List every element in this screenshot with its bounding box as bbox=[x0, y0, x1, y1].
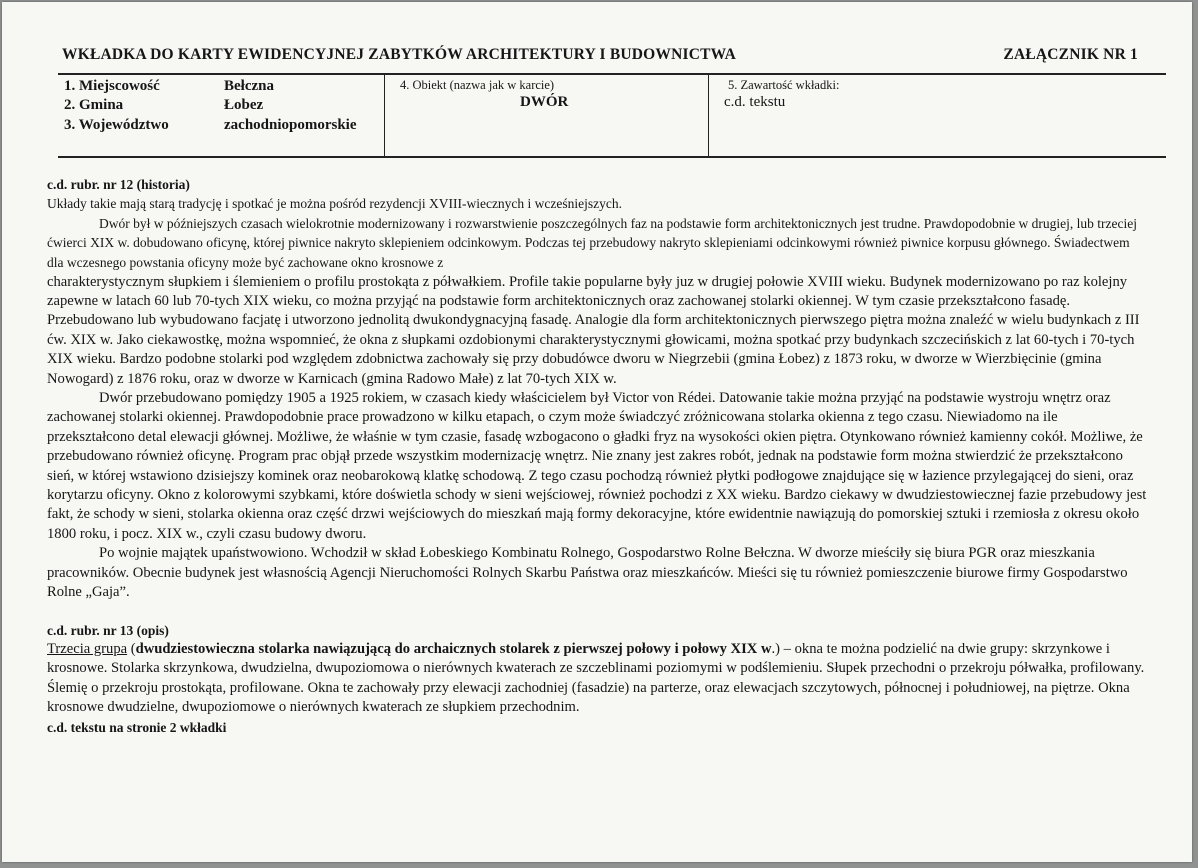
history-paragraph-1b: charakterystycznym słupkiem i ślemieniem o profilu prostokąta z półwałkiem. Profile takie popularne były juz w drugiej połowie XVIII wieku. Budynek modernizowano po raz kolejny zapewne w latach 60 lub 70-tych XIX wieku, co można przyjąć na podstawie form architektonicznych oraz zachowanej stolarki okiennej. W tym czasie przekształcono fasadę. Przebudowano lub wybudowano facjatę i utworzono jednolitą dwukondygnacyjną fasadę. Analogie dla form architektonicznych pierwszego piętra można znaleźć w wielu budynkach z III ćw. XIX w. Jako ciekawostkę, można wspomnieć, że okna z słupkami ozdobionymi charakterystycznymi głowicami, można spotkać przy budynkach szczecińskich z lat 60-tych i 70-tych XIX wieku. Bardzo podobne stolarki pod względem zdobnictwa zachowały się przy dobudówce dworu w Niegrzebii (gmina Łobez) z 1873 roku, w dworze w Wierzbięcinie (gmina Nowogard) z 1876 roku, oraz w dworze w Karnicach (gmina Radowo Małe) z lat 70-tych XIX w. bbox=[47, 273, 1140, 387]
bottom-rule bbox=[58, 156, 1166, 158]
locality-label: 1. Miejscowość bbox=[64, 78, 160, 94]
continued-note: c.d. tekstu na stronie 2 wkładki bbox=[47, 719, 227, 735]
history-paragraph-3: Po wojnie majątek upaństwowiono. Wchodził w skład Łobeskiego Kombinatu Rolnego, Gospodarstwo Rolne Bełczna. W dworze mieściły się biura PGR oraz mieszkania pracowników. Obecnie budynek jest własnością Agencji Nieruchomości Rolnych Skarbu Państwa oraz mieszkańców. Mieści się tu również pomieszczenie biurowe firmy Gospodarstwo Rolne „Gaja”. bbox=[47, 545, 1128, 601]
history-paragraph-2: Dwór przebudowano pomiędzy 1905 a 1925 rokiem, w czasach kiedy właścicielem był Victor von Rédei. Datowanie takie można przyjąć na podstawie wystroju wnętrz oraz zachowanej stolarki okiennej. Prawdopodobnie prace prowadzono w kilku etapach, o czym może świadczyć zróżnicowana stolarka okienna z tego czasu. Niewiadomo na ile przekształcono detal elewacji głównej. Możliwe, że właśnie w tym czasie, fasadę wzbogacono o gładki fryz na wysokości okien piętra. Otynkowano również kamienny cokół. Możliwe, że przebudowano również oficynę. Program prac objął przede wszystkim modernizację wnętrz. Nie znany jest zakres robót, jednak na podstawie form można stwierdzić że przekształcono sień, w której wstawiono dzisiejszy kominek oraz neobarokową klatkę schodową. Z tego czasu pochodzą również płytki podłogowe znajdujące się w łazience przylegającej do sieni, oraz korytarzu oficyny. Okno z kolorowymi szybkami, które doświetla schody w sieni wejściowej, również pochodzi z XX wieku. Bardzo ciekawy w dwudziestowiecznej fazie przebudowy jest fakt, że schody w sieni, stolarka okienna oraz część drzwi wejściowych do mieszkań mają formy dekoracyjne, które ewidentnie nawiązują do pomorskiej sztuki i rzemiosła z okresu około 1800 roku, i pocz. XIX w., czyli czasu budowy dworu. bbox=[47, 390, 1147, 542]
column-divider-2 bbox=[708, 73, 709, 157]
object-label: 4. Obiekt (nazwa jak w karcie) bbox=[400, 78, 555, 92]
description-heading: c.d. rubr. nr 13 (opis) bbox=[47, 622, 169, 638]
top-rule bbox=[58, 73, 1166, 75]
voivodeship-value: zachodniopomorskie bbox=[224, 117, 357, 133]
annex-number: ZAŁĄCZNIK NR 1 bbox=[1003, 46, 1138, 63]
contents-label: 5. Zawartość wkładki: bbox=[728, 78, 840, 92]
document-title: WKŁADKA DO KARTY EWIDENCYJNEJ ZABYTKÓW ARCHITEKTURY I BUDOWNICTWA bbox=[62, 46, 737, 63]
description-rest: .) – okna te można podzielić na dwie grupy: skrzynkowe i krosnowe. Stolarka skrzynkowa, dwudzielna, dwupoziomowa o nierównych kwaterach ze szczeblinami poziomymi w podślemieniu. Słupek przechodni o przekroju półwałka, profilowany. Ślemię o przekroju prostokąta, profilowane. Okna te zachowały przy elewacji zachodniej (fasadzie) na parterze, oraz elewacjach szczytowych, północnej i południowej, na piętrze. Okna krosnowe dwudzielne, dwupoziomowe o nierównych kwaterach ze słupkiem przechodnim. bbox=[47, 640, 1145, 716]
voivodeship-label: 3. Województwo bbox=[64, 117, 169, 133]
commune-label: 2. Gmina bbox=[64, 97, 124, 113]
object-value: DWÓR bbox=[520, 94, 569, 110]
section-gap bbox=[47, 603, 1147, 621]
locality-value: Bełczna bbox=[224, 78, 274, 94]
contents-value: c.d. tekstu bbox=[724, 94, 786, 110]
column-divider-1 bbox=[384, 73, 385, 157]
commune-value: Łobez bbox=[224, 97, 264, 113]
history-heading: c.d. rubr. nr 12 (historia) bbox=[47, 177, 190, 192]
history-intro: Układy takie mają starą tradycję i spotkać je można pośród rezydencji XVIII-wiecznych i wcześniejszych. bbox=[47, 196, 623, 212]
document-body bbox=[47, 175, 1147, 737]
group-label: Trzecia grupa bbox=[47, 640, 128, 657]
open-paren: ( bbox=[127, 640, 136, 657]
group-title: dwudziestowieczna stolarka nawiązującą do archaicznych stolarek z pierwszej połowy i połowy XIX w bbox=[135, 640, 772, 657]
history-paragraph-1a: Dwór był w późniejszych czasach wielokrotnie modernizowany i rozwarstwienie poszczególnych faz na podstawie form architektonicznych jest trudne. Prawdopodobnie w drugiej, lub trzeciej ćwierci XIX w. dobudowano oficynę, której piwnice nakryto sklepieniem odcinkowym. Podczas tej przebudowy nakryto sklepieniami odcinkowymi również piwnice korpusu głównego. Świadectwem dla wczesnego powstania oficyny może być zachowane okno krosnowe z bbox=[47, 215, 1138, 270]
record-sheet bbox=[2, 2, 1192, 862]
description-paragraph bbox=[47, 640, 1147, 718]
